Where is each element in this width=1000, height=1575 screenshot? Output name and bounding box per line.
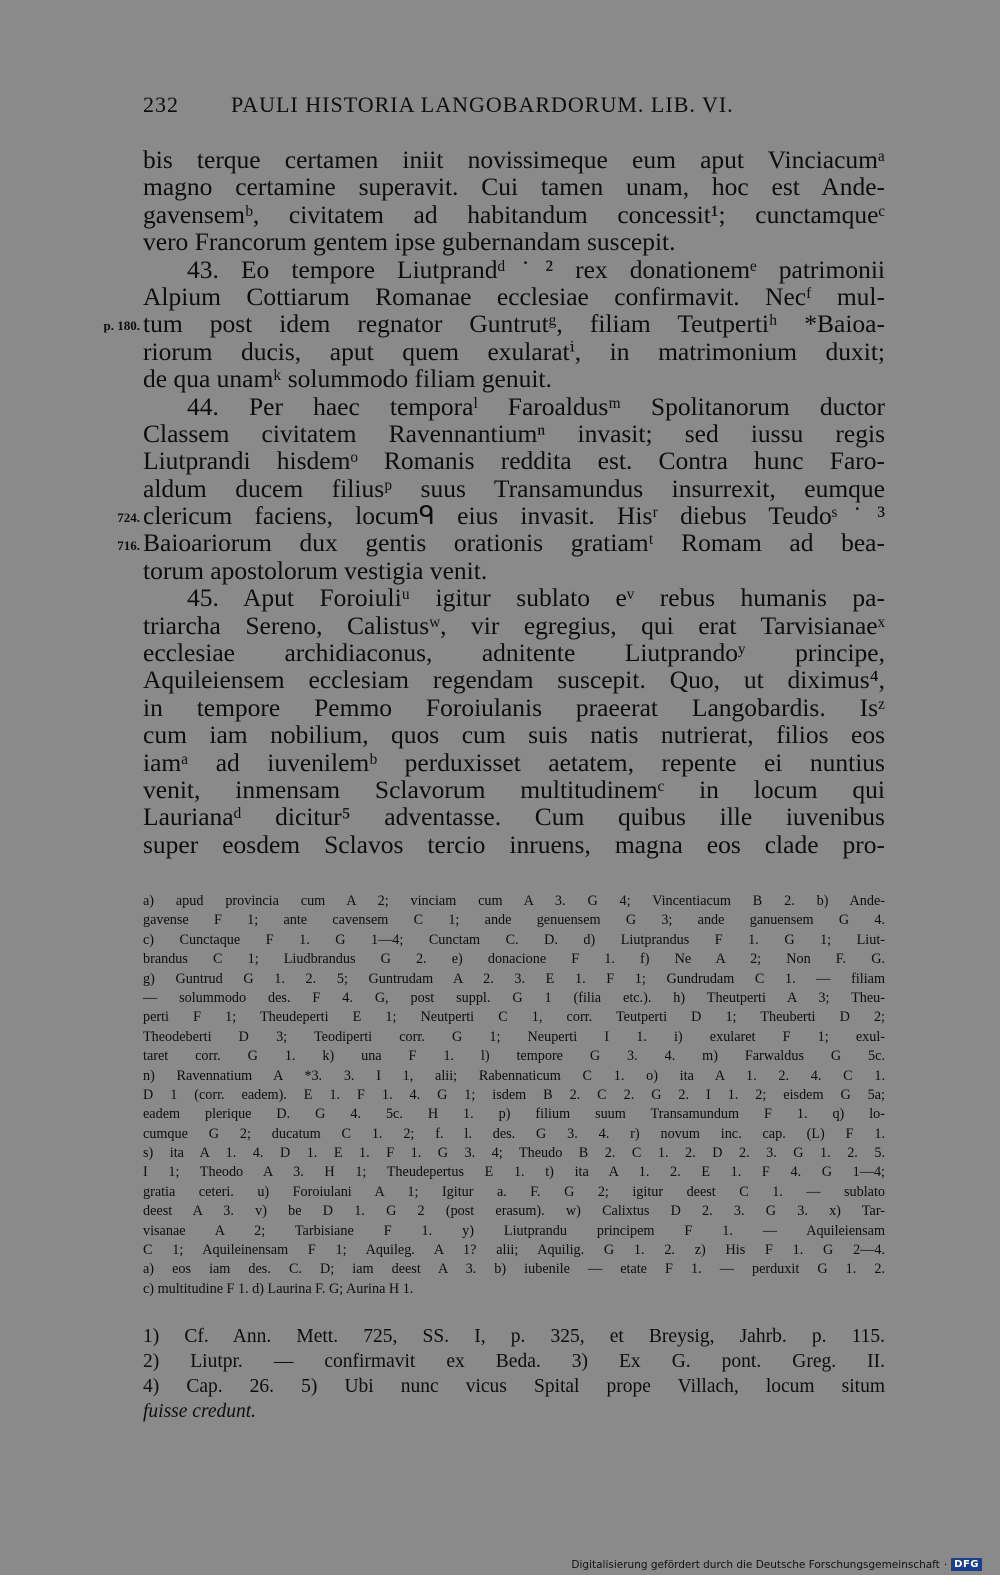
credit-text: Digitalisierung gefördert durch die Deutsche Forschungsgemeinschaft [571, 1558, 940, 1571]
variant-line: s) ita A 1. 4. D 1. E 1. F 1. G 3. 4; Theudo B 2. C 1. 2. D 2. 3. G 1. 2. 5. [143, 1145, 885, 1162]
running-title: PAULI HISTORIA LANGOBARDORUM. LIB. VI. [231, 92, 734, 117]
footnote-line: 4) Cap. 26. 5) Ubi nunc vicus Spital prope Villach, locum situm [143, 1376, 885, 1397]
critical-apparatus [143, 892, 885, 1299]
chapter-45-start: 45. Aput Foroiuliᵘ igitur sublato eᵛ rebus humanis pa- [187, 583, 885, 613]
main-text [143, 146, 885, 858]
variant-line: cumque G 2; ducatum C 1. 2; f. l. des. G 3. 4. r) novum inc. cap. (L) F 1. [143, 1125, 885, 1142]
text-line: Aquileiensem ecclesiam regendam suscepit. Quo, ut diximus⁴, [143, 665, 885, 695]
variant-line: gratia ceteri. u) Foroiulani A 1; Igitur a. F. G 2; igitur deest C 1. — sublato [143, 1183, 885, 1200]
text-line: triarcha Sereno, Calistusʷ, vir egregius, qui erat Tarvisianaeˣ [143, 610, 885, 640]
margin-page-ref: p. 180. [103, 318, 140, 333]
variant-line: c) Cunctaque F 1. G 1—4; Cunctam C. D. d) Liutprandus F 1. G 1; Liut- [143, 931, 885, 948]
variant-line: Theodeberti D 3; Teodiperti corr. G 1; Neuperti I 1. i) exularet F 1; exul- [143, 1028, 885, 1045]
variant-line: a) eos iam des. C. D; iam deest A 3. b) iubenile — etate F 1. — perduxit G 1. 2. [143, 1261, 885, 1278]
margin-year-724: 724. [117, 510, 140, 525]
text-line: Baioariorum dux gentis orationis gratiamᵗ Romam ad bea- [143, 528, 885, 558]
page-number: 232 [143, 92, 179, 117]
text-line: ecclesiae archidiaconus, adnitente Liutprandoʸ principe, [143, 638, 885, 668]
text-line: Alpium Cottiarum Romanae ecclesiae confirmavit. Necᶠ mul- [143, 281, 885, 311]
dfg-logo: DFG [951, 1558, 982, 1571]
text-line: iamᵃ ad iuvenilemᵇ perduxisset aetatem, repente ei nuntius [143, 747, 885, 777]
variant-line: eadem plerique D. G 4. 5c. H 1. p) filium suum Transamundum F 1. q) lo- [143, 1106, 885, 1123]
text-line: vero Francorum gentem ipse gubernandam suscepit. [143, 227, 676, 257]
variant-line: brandus C 1; Liudbrandus G 2. e) donacione F 1. f) Ne A 2; Non F. G. [143, 951, 885, 968]
digitization-credit: Digitalisierung gefördert durch die Deutsche Forschungsgemeinschaft · DFG [571, 1558, 982, 1571]
footnote-line: 2) Liutpr. — confirmavit ex Beda. 3) Ex G. pont. Greg. II. [143, 1351, 885, 1372]
variant-line: perti F 1; Theudeperti E 1; Neutperti C 1, corr. Teutperti D 1; Theuberti D 2; [143, 1009, 885, 1026]
variant-line: C 1; Aquileinensam F 1; Aquileg. A 1? alii; Aquilig. G 1. 2. z) His F 1. G 2—4. [143, 1242, 885, 1259]
text-line: Classem civitatem Ravennantiumⁿ invasit; sed iussu regis [143, 418, 885, 448]
chapter-44-start: 44. Per haec temporaˡ Faroaldusᵐ Spolitanorum ductor [187, 391, 885, 421]
text-line: in tempore Pemmo Foroiulanis praeerat Langobardis. Isᶻ [143, 692, 885, 722]
text-line: gavensemᵇ, civitatem ad habitandum concessit¹; cunctamqueᶜ [143, 199, 885, 229]
variant-line: n) Ravennatium A *3. 3. I 1, alii; Rabennaticum C 1. o) ita A 1. 2. 4. C 1. [143, 1067, 885, 1084]
text-line: magno certamine superavit. Cui tamen unam, hoc est Ande- [143, 172, 885, 202]
footnote-line: 1) Cf. Ann. Mett. 725, SS. I, p. 325, et Breysig, Jahrb. p. 115. [143, 1326, 885, 1347]
running-header [143, 92, 883, 118]
variant-line: c) multitudine F 1. d) Laurina F. G; Aurina H 1. [143, 1280, 414, 1297]
variant-line: deest A 3. v) be D 1. G 2 (post erasum). w) Calixtus D 2. 3. G 3. x) Tar- [143, 1203, 885, 1220]
text-line: Laurianaᵈ dicitur⁵ adventasse. Cum quibus ille iuvenibus [143, 802, 885, 832]
text-line: clericum faciens, locumᑫ eius invasit. Hisʳ diebus Teudoˢ˙³ [143, 501, 885, 531]
footnotes [143, 1324, 885, 1424]
text-line: bis terque certamen iniit novissimeque eum aput Vinciacumᵃ [143, 145, 885, 174]
text-line: riorum ducis, aput quem exularatⁱ, in matrimonium duxit; [143, 336, 885, 366]
variant-line: g) Guntrud G 1. 2. 5; Guntrudam A 2. 3. E 1. F 1; Gundrudam C 1. — filiam [143, 970, 885, 987]
variant-line: visanae A 2; Tarbisiane F 1. y) Liutprandu principem F 1. — Aquileiensam [143, 1222, 885, 1239]
text-line: Liutprandi hisdemᵒ Romanis reddita est. Contra hunc Faro- [143, 446, 885, 476]
chapter-43-start: 43. Eo tempore Liutprandᵈ˙² rex donationemᵉ patrimonii [187, 254, 885, 284]
text-line: torum apostolorum vestigia venit. [143, 555, 488, 585]
variant-line: taret corr. G 1. k) una F 1. l) tempore G 3. 4. m) Farwaldus G 5c. [143, 1048, 885, 1065]
text-line: aldum ducem filiusᵖ suus Transamundus insurrexit, eumque [143, 473, 885, 503]
variant-line: gavense F 1; ante cavensem C 1; ande genuensem G 3; ande ganuensem G 4. [143, 912, 885, 929]
text-line: tum post idem regnator Guntrutᵍ, filiam Teutpertiʰ *Baioa- [143, 309, 885, 339]
text-line: super eosdem Sclavos tercio inruens, magna eos clade pro- [143, 829, 885, 859]
variant-line: D 1 (corr. eadem). E 1. F 1. 4. G 1; isdem B 2. C 2. G 2. I 1. 2; eisdem G 5a; [143, 1086, 885, 1103]
text-line: cum iam nobilium, quos cum suis natis nutrierat, filios eos [143, 720, 885, 750]
text-line: de qua unamᵏ solummodo filiam genuit. [143, 364, 552, 394]
variant-line: I 1; Theodo A 3. H 1; Theudepertus E 1. t) ita A 1. 2. E 1. F 4. G 1—4; [143, 1164, 885, 1181]
margin-year-716: 716. [117, 538, 140, 553]
footnote-line: fuisse credunt. [143, 1401, 257, 1422]
variant-line: — solummodo des. F 4. G, post suppl. G 1 (filia etc.). h) Theutperti A 3; Theu- [143, 989, 885, 1006]
text-line: venit, inmensam Sclavorum multitudinemᶜ in locum qui [143, 774, 885, 804]
variant-line: a) apud provincia cum A 2; vinciam cum A 3. G 4; Vincentiacum B 2. b) Ande- [143, 893, 885, 909]
